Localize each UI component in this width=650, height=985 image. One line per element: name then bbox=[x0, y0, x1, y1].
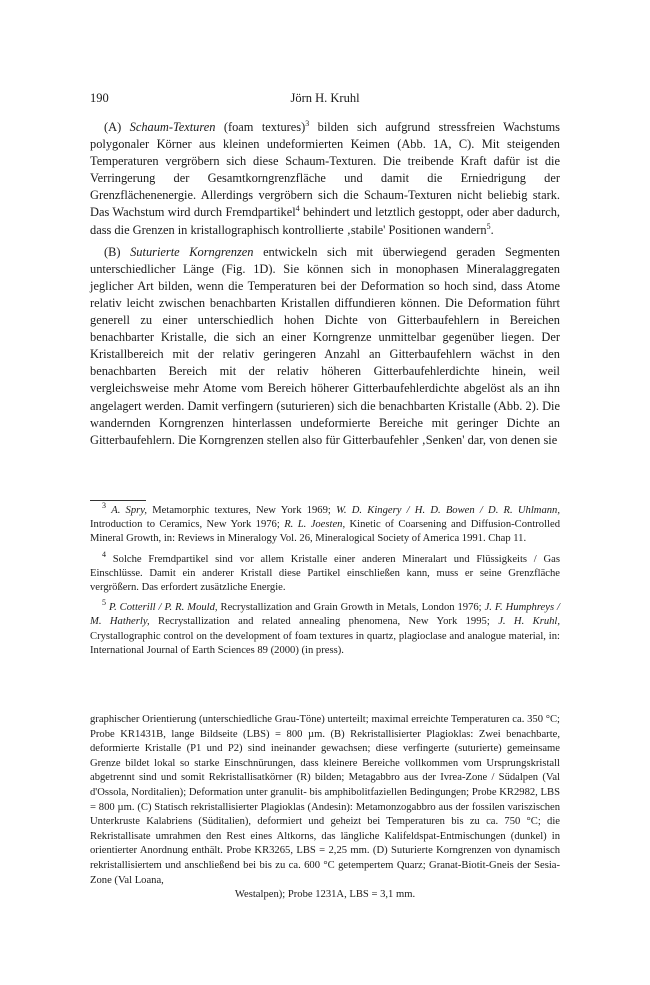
page-number: 190 bbox=[90, 91, 109, 105]
paragraph-label: (A) bbox=[104, 120, 122, 134]
footnote-author: W. D. Kingery / H. D. Bowen / D. R. Uhlmann, bbox=[336, 505, 560, 516]
footnote-3 bbox=[90, 501, 560, 547]
footnote-author: A. Spry, bbox=[111, 505, 148, 516]
paragraph-text: behindert und letztlich gestoppt, oder aber dadurch, dass die Grenzen in kristallographisch kontrollierte ‚stabile' Positionen wandern bbox=[90, 205, 560, 237]
footnote-ref[interactable]: 3 bbox=[305, 119, 310, 128]
footnote-text: Crystallographic control on the development of foam textures in quartz, plagioclase and analogue material, in: International Journal of Earth Sciences 89 (2000) (in press). bbox=[90, 630, 560, 656]
footnote-4 bbox=[90, 549, 560, 596]
footnote-5 bbox=[90, 598, 561, 658]
footnote-author: J. H. Kruhl, bbox=[498, 616, 561, 628]
footnote-ref[interactable]: 4 bbox=[295, 204, 300, 214]
term-foam-textures: Schaum-Texturen bbox=[129, 120, 216, 134]
running-head-author: Jörn H. Kruhl bbox=[290, 91, 360, 105]
figure-caption bbox=[90, 713, 560, 903]
footnote-author: J. F. Humphreys / M. Hatherly, bbox=[90, 602, 560, 628]
footnote-text: Kinetic of Coarsening and Diffusion-Controlled Mineral Growth, in: Reviews in Mineralogy Vol. 26, Mineralogical Society of America 1991. Chap 11. bbox=[90, 519, 560, 545]
footnote-text: Solche Fremdpartikel sind vor allem Kristalle einer anderen Mineralart und Flüssigkeits / Gas Einschlüsse. Damit ein anderer Kristall diese Partikel einschließen kann, muss er seine Grenzfläche vergrößern. Das erfordert zusätzliche Energie. bbox=[90, 553, 560, 594]
paragraph-text: bilden sich aufgrund stressfreien Wachstums polygonaler Körner aus kleinen undeformierten Keimen (Abb. 1A, C). Mit steigenden Temperaturen vergröbern sich diese Schaum-Texturen. Die treibende Kraft dafür ist die Verringerung der Gesamtkorngrenzfläche und damit die Erniedrigung der Grenzflächenenergie. Allerdings vergröbern sich die Schaum-Texturen nicht beliebig stark. Das Wachstum wird durch Fremdpartikel bbox=[90, 120, 560, 220]
term-sutured-grain-boundaries: Suturierte Korngrenzen bbox=[130, 244, 254, 259]
running-header bbox=[90, 91, 560, 107]
footnote-author: P. Cotterill / P. R. Mould, bbox=[108, 602, 218, 614]
body-text bbox=[90, 119, 560, 454]
caption-text: graphischer Orientierung (unterschiedliche Grau-Töne) unterteilt; maximal erreichte Temperaturen ca. 350 °C; Probe KR1431B, lange Bildseite (LBS) = 800 µm. (B) Rekristallisierter Plagioklas: Zwei benachbarte, deformierte Kristalle (P1 und P2) sind ineinander gewachsen; diese verfingerte (suturierte) gemeinsame Grenze bildet lokal so starke Einschnürungen, dass kleinere Bereiche vollkommen vom Ursprungskristall abgetrennt sind und somit Rekristallisatkörner (R) bilden; Metagabbro aus der Ivrea-Zone / Südalpen (Val d'Ossola, Norditalien); Deformation unter granulit- bis amphibolitfaziellen Bedingungen; Probe KR2982, LBS = 800 µm. (C) Statisch rekristallisierter Plagioklas (Andesin): Metamonzogabbro aus der fossilen variszischen Unterkruste Kalabriens (Süditalien), deformiert und geheizt bei Temperaturen bis zu ca. 750 °C; die Rekristallisate umrahmen den Rest eines Altkorns, das längliche Kalifeldspat-Entmischungen (dunkel) in orientierter Anordnung enthält. Probe KR3265, LBS = 2,25 mm. (D) Suturierte Korngrenzen von dynamisch rekristallisiertem und anschließend bei bis zu ca. 600 °C getempertem Quarz; Granat-Biotit-Gneis der Sesia-Zone (Val Loana, bbox=[90, 714, 560, 886]
footnote-mark: 5 bbox=[102, 598, 106, 608]
footnote-mark: 4 bbox=[102, 549, 106, 559]
paragraph-label: (B) bbox=[104, 244, 121, 259]
footnote-text: Recrystallization and Grain Growth in Metals, London 1976; bbox=[220, 602, 482, 614]
caption-last-line: Westalpen); Probe 1231A, LBS = 3,1 mm. bbox=[234, 889, 416, 901]
paragraph-text: (foam textures) bbox=[223, 120, 306, 134]
paragraph-text: . bbox=[490, 222, 494, 237]
paragraph-sutured-grain-boundaries bbox=[90, 244, 560, 449]
footnote-author: R. L. Joesten, bbox=[284, 519, 346, 531]
footnote-text: Metamorphic textures, New York 1969; bbox=[152, 505, 331, 516]
footnotes bbox=[90, 501, 561, 664]
paragraph-text: entwickeln sich mit überwiegend geraden Segmenten unterschiedlicher Länge (Fig. 1D). Sie können sich in monophasen Mineralaggregaten jeglicher Art bilden, wenn die Temperaturen bei der Deformation so hoch sind, dass Atome relativ leicht zwischen benachbarten Kristallen diffundieren können. Die Deformation führt generell zu einer unterschiedlich hohen Dichte von Gitterbaufehlern in Bereichen benachbarter Kristalle, die sich an einer Korngrenze unmittelbar gegenüber liegen. Der Kristallbereich mit der relativ geringeren Anzahl an Gitterbaufehlern wächst in den benachbarten Bereich mit der relativ höheren Gitterbaufehlerdichte hinein, weil vergleichsweise mehr Atome vom Bereich höherer Gitterbaufehlerdichte abgelöst als an ihn angelagert werden. Damit verfingern (suturieren) sich die benachbarten Kristalle (Abb. 2). Die wandernden Korngrenzen hinterlassen undeformierte Bereiche mit geringer Dichte an Gitterbaufehlern. Die Korngrenzen stellen also für Gitterbaufehler ‚Senken' dar, von denen sie bbox=[90, 244, 560, 447]
footnote-divider bbox=[90, 500, 146, 501]
footnote-mark: 3 bbox=[102, 501, 106, 510]
footnote-ref[interactable]: 5 bbox=[486, 221, 491, 231]
footnote-text: Introduction to Ceramics, New York 1976; bbox=[90, 519, 280, 531]
paragraph-foam-textures bbox=[90, 119, 560, 239]
footnote-text: Recrystallization and related annealing phenomena, New York 1995; bbox=[158, 616, 490, 628]
